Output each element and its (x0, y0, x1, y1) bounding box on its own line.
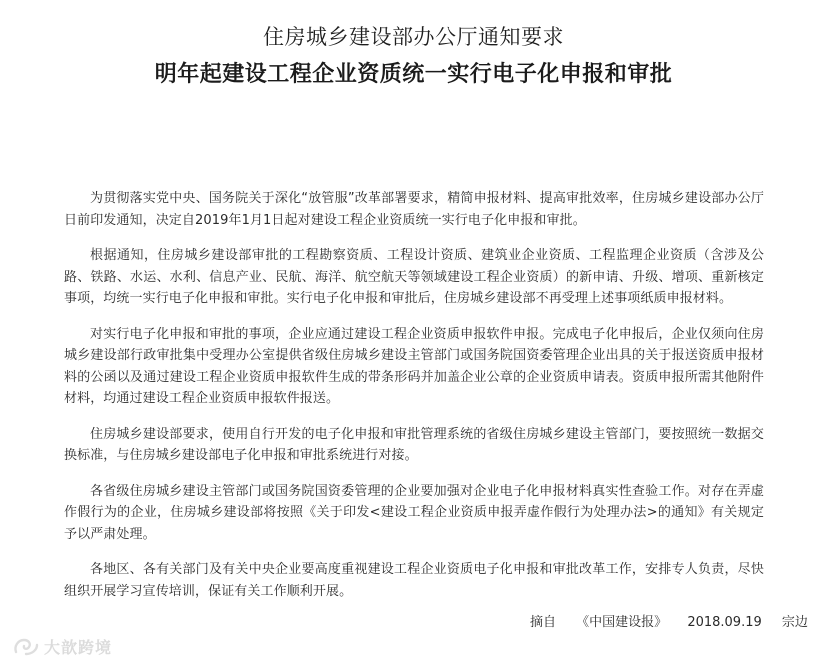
watermark-text: 大歆跨境 (44, 638, 113, 657)
source-author: 宗边 (781, 615, 808, 630)
paragraph-5: 各省级住房城乡建设主管部门或国务院国资委管理的企业要加强对企业电子化申报材料真实性查验工作。对存在弄虚作假行为的企业，住房城乡建设部将按照《关于印发<建设工程企业资质申报弄虚作假行为处理办法>的通知》有关规定予以严肃处理。 (64, 483, 764, 542)
article-subtitle: 住房城乡建设部办公厅通知要求 (263, 25, 564, 49)
source-date: 2018.09.19 (687, 615, 762, 630)
paragraph-2: 根据通知，住房城乡建设部审批的工程勘察资质、工程设计资质、建筑业企业资质、工程监理企业资质（含涉及公路、铁路、水运、水利、信息产业、民航、海洋、航空航天等领域建设工程企业资质）的新申请、升级、增项、重新核定事项，均统一实行电子化申报和审批。实行电子化申报和审批后，住房城乡建设部不再受理上述事项纸质申报材料。 (64, 248, 764, 306)
source-publication: 《中国建设报》 (576, 615, 668, 630)
article-header (0, 20, 827, 92)
swirl-logo-icon (12, 636, 40, 658)
source-line (530, 611, 816, 630)
paragraph-6: 各地区、各有关部门及有关中央企业要高度重视建设工程企业资质电子化申报和审批改革工作，安排专人负责，尽快组织开展学习宣传培训，保证有关工作顺利开展。 (64, 562, 764, 599)
source-prefix: 摘自 (530, 615, 557, 630)
article-body (64, 188, 764, 616)
paragraph-1: 为贯彻落实党中央、国务院关于深化“放管服”改革部署要求，精简申报材料、提高审批效率，住房城乡建设部办公厅日前印发通知，决定自2019年1月1日起对建设工程企业资质统一实行电子化申报和审批。 (64, 191, 764, 228)
paragraph-4: 住房城乡建设部要求，使用自行开发的电子化申报和审批管理系统的省级住房城乡建设主管部门，要按照统一数据交换标准，与住房城乡建设部电子化申报和审批系统进行对接。 (64, 426, 764, 463)
article-title: 明年起建设工程企业资质统一实行电子化申报和审批 (154, 61, 673, 87)
watermark (12, 635, 112, 658)
paragraph-3: 对实行电子化申报和审批的事项，企业应通过建设工程企业资质申报软件申报。完成电子化申报后，企业仅须向住房城乡建设部行政审批集中受理办公室提供省级住房城乡建设主管部门或国务院国资委管理企业出具的关于报送资质申报材料的公函以及通过建设工程企业资质申报软件生成的带条形码并加盖企业公章的企业资质申请表。资质申报所需其他附件材料，均通过建设工程企业资质申报软件报送。 (64, 326, 764, 406)
